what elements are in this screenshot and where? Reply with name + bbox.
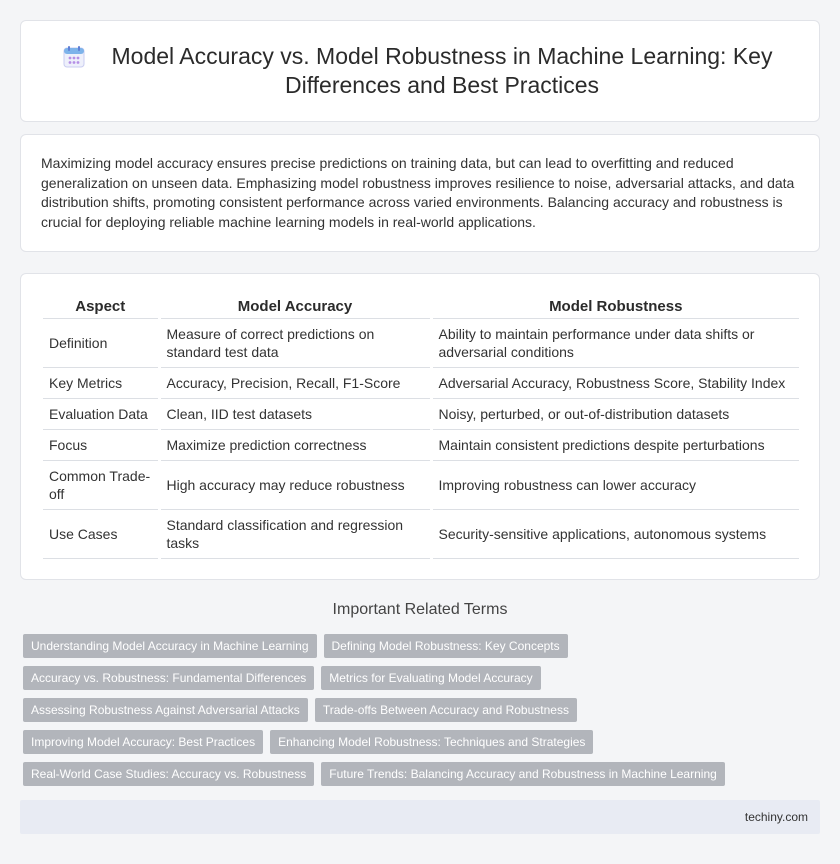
cell-aspect: Key Metrics [43,367,159,398]
table-row [43,398,799,429]
cell-robustness: Improving robustness can lower accuracy [431,460,799,509]
footer [20,800,820,834]
cell-robustness: Security-sensitive applications, autonomous systems [431,509,799,558]
column-header-accuracy: Model Accuracy [159,296,431,318]
tag-row [23,698,813,722]
cell-accuracy: High accuracy may reduce robustness [159,460,431,509]
cell-accuracy: Standard classification and regression tasks [159,509,431,558]
calendar-icon [61,44,87,70]
cell-accuracy: Measure of correct predictions on standard test data [159,318,431,367]
intro-paragraph: Maximizing model accuracy ensures precise predictions on training data, but can lead to overfitting and reduced generalization on unseen data. Emphasizing model robustness improves resilience to noise, adversarial attacks, and data distribution shifts, promoting consistent performance across varied environments. Balancing accuracy and robustness is crucial for deploying reliable machine learning models in real-world applications. [41,155,795,230]
cell-aspect: Use Cases [43,509,159,558]
related-term-tag[interactable]: Trade-offs Between Accuracy and Robustness [315,698,577,722]
cell-robustness: Noisy, perturbed, or out-of-distribution datasets [431,398,799,429]
cell-accuracy: Clean, IID test datasets [159,398,431,429]
cell-aspect: Focus [43,429,159,460]
related-term-tag[interactable]: Improving Model Accuracy: Best Practices [23,730,263,754]
page-title: Model Accuracy vs. Model Robustness in Machine Learning: Key Differences and Best Practices [111,43,773,98]
related-terms-list [23,634,813,794]
related-term-tag[interactable]: Accuracy vs. Robustness: Fundamental Differences [23,666,314,690]
related-term-tag[interactable]: Future Trends: Balancing Accuracy and Robustness in Machine Learning [321,762,725,786]
comparison-table [43,296,799,559]
related-term-tag[interactable]: Defining Model Robustness: Key Concepts [324,634,568,658]
cell-aspect: Common Trade-off [43,460,159,509]
footer-site-link[interactable]: techiny.com [744,810,808,824]
column-header-robustness: Model Robustness [431,296,799,318]
cell-accuracy: Maximize prediction correctness [159,429,431,460]
related-terms-title: Important Related Terms [332,601,508,618]
cell-robustness: Adversarial Accuracy, Robustness Score, Stability Index [431,367,799,398]
intro-card [20,134,820,252]
tag-row [23,666,813,690]
column-header-aspect: Aspect [43,296,159,318]
table-header-row [43,296,799,318]
related-term-tag[interactable]: Enhancing Model Robustness: Techniques and Strategies [270,730,593,754]
cell-aspect: Definition [43,318,159,367]
tag-row [23,730,813,754]
cell-robustness: Ability to maintain performance under data shifts or adversarial conditions [431,318,799,367]
table-row [43,318,799,367]
table-row [43,429,799,460]
header-card [20,20,820,122]
related-term-tag[interactable]: Metrics for Evaluating Model Accuracy [321,666,540,690]
related-term-tag[interactable]: Real-World Case Studies: Accuracy vs. Robustness [23,762,314,786]
table-row [43,460,799,509]
table-row [43,367,799,398]
comparison-table-card [20,273,820,580]
table-row [43,509,799,558]
tag-row [23,634,813,658]
cell-robustness: Maintain consistent predictions despite perturbations [431,429,799,460]
tag-row [23,762,813,786]
cell-accuracy: Accuracy, Precision, Recall, F1-Score [159,367,431,398]
related-term-tag[interactable]: Assessing Robustness Against Adversarial Attacks [23,698,308,722]
cell-aspect: Evaluation Data [43,398,159,429]
related-term-tag[interactable]: Understanding Model Accuracy in Machine Learning [23,634,317,658]
